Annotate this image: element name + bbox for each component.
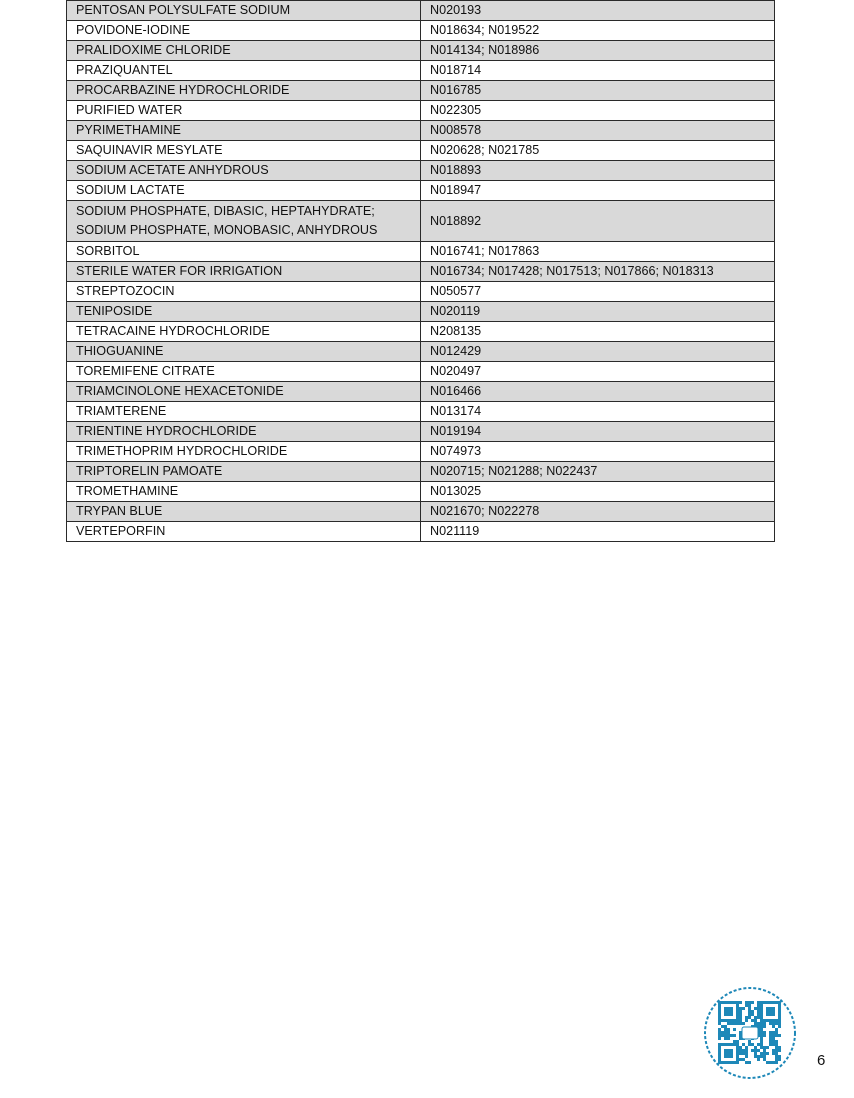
- table-row: [67, 181, 775, 201]
- application-number-cell: N013174: [421, 402, 775, 422]
- table-row: [67, 442, 775, 462]
- drug-name-cell: [67, 41, 421, 61]
- drug-name-cell: [67, 242, 421, 262]
- page-number: 6: [817, 1052, 826, 1069]
- drug-name-line: TOREMIFENE CITRATE: [76, 364, 215, 378]
- application-number-cell: N019194: [421, 422, 775, 442]
- drug-name-line: PRALIDOXIME CHLORIDE: [76, 43, 231, 57]
- application-number-cell: N208135: [421, 322, 775, 342]
- drug-name-cell: [67, 262, 421, 282]
- drug-name-line: TRIAMCINOLONE HEXACETONIDE: [76, 384, 284, 398]
- drug-name-line: POVIDONE-IODINE: [76, 23, 191, 37]
- application-number-cell: N018947: [421, 181, 775, 201]
- table-row: [67, 462, 775, 482]
- drug-name-cell: [67, 382, 421, 402]
- drug-name-cell: [67, 141, 421, 161]
- application-number-cell: N016785: [421, 81, 775, 101]
- application-number-cell: N022305: [421, 101, 775, 121]
- drug-name-line: SODIUM PHOSPHATE, DIBASIC, HEPTAHYDRATE;: [76, 204, 375, 218]
- drug-name-cell: [67, 482, 421, 502]
- table-row: [67, 342, 775, 362]
- drug-name-line: TENIPOSIDE: [76, 304, 153, 318]
- table-row: [67, 422, 775, 442]
- table-row: [67, 201, 775, 242]
- application-number-cell: N074973: [421, 442, 775, 462]
- drug-name-cell: [67, 1, 421, 21]
- drug-name-line: PROCARBAZINE HYDROCHLORIDE: [76, 83, 290, 97]
- application-number-cell: N020715; N021288; N022437: [421, 462, 775, 482]
- drug-name-cell: [67, 342, 421, 362]
- drug-name-cell: [67, 442, 421, 462]
- table-row: [67, 322, 775, 342]
- table-row: [67, 41, 775, 61]
- drug-name-cell: [67, 61, 421, 81]
- table-row: [67, 61, 775, 81]
- table-row: [67, 121, 775, 141]
- table-row: [67, 402, 775, 422]
- table-row: [67, 522, 775, 542]
- drug-name-cell: [67, 282, 421, 302]
- table-row: [67, 81, 775, 101]
- application-number-cell: N008578: [421, 121, 775, 141]
- table-row: [67, 21, 775, 41]
- drug-name-line: SAQUINAVIR MESYLATE: [76, 143, 223, 157]
- drug-name-line: THIOGUANINE: [76, 344, 164, 358]
- table-row: [67, 362, 775, 382]
- table-row: [67, 282, 775, 302]
- drug-name-line: PYRIMETHAMINE: [76, 123, 181, 137]
- drug-name-cell: [67, 101, 421, 121]
- drug-name-cell: [67, 522, 421, 542]
- drug-name-cell: [67, 502, 421, 522]
- application-number-cell: N050577: [421, 282, 775, 302]
- drug-name-line: STREPTOZOCIN: [76, 284, 175, 298]
- table-row: [67, 482, 775, 502]
- table-row: [67, 302, 775, 322]
- qr-code-icon: [703, 986, 797, 1080]
- drug-name-line: SORBITOL: [76, 244, 140, 258]
- drug-name-line: PENTOSAN POLYSULFATE SODIUM: [76, 3, 291, 17]
- drug-application-table: [66, 0, 775, 542]
- drug-name-line: TRIAMTERENE: [76, 404, 167, 418]
- table-row: [67, 382, 775, 402]
- application-number-cell: N020628; N021785: [421, 141, 775, 161]
- drug-name-line: STERILE WATER FOR IRRIGATION: [76, 264, 283, 278]
- drug-name-line: TETRACAINE HYDROCHLORIDE: [76, 324, 270, 338]
- application-number-cell: N020193: [421, 1, 775, 21]
- drug-name-cell: [67, 422, 421, 442]
- application-number-cell: N012429: [421, 342, 775, 362]
- table-body: [67, 1, 775, 542]
- table-row: [67, 1, 775, 21]
- application-number-cell: N014134; N018986: [421, 41, 775, 61]
- table-row: [67, 502, 775, 522]
- drug-name-line: TRIPTORELIN PAMOATE: [76, 464, 223, 478]
- drug-name-cell: [67, 201, 421, 242]
- drug-name-line: TRYPAN BLUE: [76, 504, 163, 518]
- qr-code-graphic: [703, 986, 797, 1080]
- drug-name-line: SODIUM LACTATE: [76, 183, 185, 197]
- drug-name-cell: [67, 322, 421, 342]
- application-number-cell: N018892: [421, 201, 775, 242]
- application-number-cell: N020497: [421, 362, 775, 382]
- drug-name-cell: [67, 81, 421, 101]
- drug-name-line: TRIENTINE HYDROCHLORIDE: [76, 424, 257, 438]
- drug-name-line: VERTEPORFIN: [76, 524, 166, 538]
- drug-name-cell: [67, 21, 421, 41]
- application-number-cell: N018634; N019522: [421, 21, 775, 41]
- drug-name-line: PURIFIED WATER: [76, 103, 183, 117]
- table-row: [67, 262, 775, 282]
- table-row: [67, 141, 775, 161]
- application-number-cell: N016741; N017863: [421, 242, 775, 262]
- drug-name-cell: [67, 302, 421, 322]
- drug-name-cell: [67, 362, 421, 382]
- table-row: [67, 242, 775, 262]
- drug-name-cell: [67, 121, 421, 141]
- drug-name-cell: [67, 462, 421, 482]
- application-number-cell: N016734; N017428; N017513; N017866; N018313: [421, 262, 775, 282]
- drug-name-line: TROMETHAMINE: [76, 484, 179, 498]
- drug-name-line: TRIMETHOPRIM HYDROCHLORIDE: [76, 444, 288, 458]
- application-number-cell: N016466: [421, 382, 775, 402]
- drug-name-line: SODIUM ACETATE ANHYDROUS: [76, 163, 269, 177]
- application-number-cell: N018714: [421, 61, 775, 81]
- application-number-cell: N020119: [421, 302, 775, 322]
- table-row: [67, 161, 775, 181]
- application-number-cell: N013025: [421, 482, 775, 502]
- drug-name-line: PRAZIQUANTEL: [76, 63, 173, 77]
- table-row: [67, 101, 775, 121]
- application-number-cell: N021119: [421, 522, 775, 542]
- application-number-cell: N018893: [421, 161, 775, 181]
- drug-name-cell: [67, 181, 421, 201]
- drug-name-cell: [67, 161, 421, 181]
- drug-name-line: SODIUM PHOSPHATE, MONOBASIC, ANHYDROUS: [76, 223, 378, 237]
- drug-name-cell: [67, 402, 421, 422]
- application-number-cell: N021670; N022278: [421, 502, 775, 522]
